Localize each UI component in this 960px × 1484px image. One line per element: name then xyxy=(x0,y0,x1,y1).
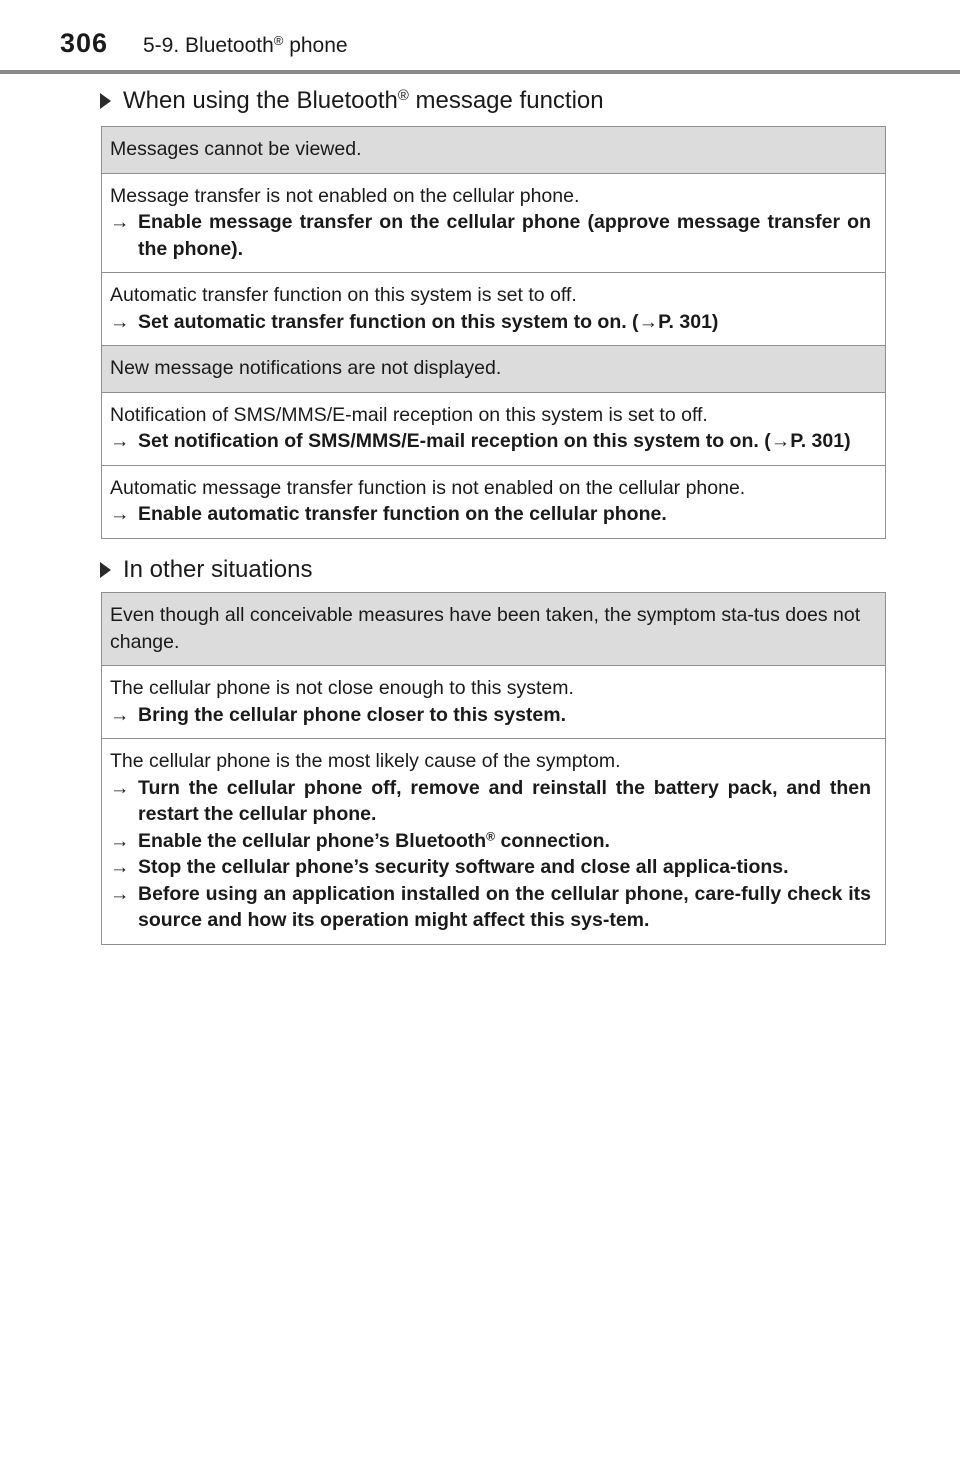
triangle-bullet-icon xyxy=(100,562,111,578)
cause-row: Notification of SMS/MMS/E-mail reception on this system is set to off. → Set notification of SMS/MMS/E-mail reception on this system to on. (→P. 301) xyxy=(102,392,885,465)
message-function-table xyxy=(101,126,886,539)
cause-row: Automatic message transfer function is not enabled on the cellular phone. → Enable automatic transfer function on the cellular phone. xyxy=(102,465,885,538)
arrow-icon: → xyxy=(110,430,130,452)
page-header xyxy=(0,0,960,76)
arrow-icon: → xyxy=(110,310,130,333)
symptom-row: Even though all conceivable measures have been taken, the symptom sta-tus does not change. xyxy=(102,593,885,665)
cause-row: The cellular phone is the most likely cause of the symptom. → Turn the cellular phone off, remove and reinstall the battery pack, and then restart the cellular phone. → Enable the cellular phone’s Bluetooth® connection. → Stop the cellular phone’s security software and close all applica-tions. → Before using an application installed on the cellular phone, care-fully check its source and how its operation might affect this sys-tem. xyxy=(102,738,885,944)
arrow-icon: → xyxy=(110,703,130,726)
symptom-row: New message notifications are not displayed. xyxy=(102,345,885,392)
cause-row: Automatic transfer function on this system is set to off. → Set automatic transfer function on this system to on. (→P. 301) xyxy=(102,272,885,345)
arrow-icon: → xyxy=(110,829,130,852)
page-reference[interactable]: P. 301) xyxy=(790,430,851,452)
arrow-icon: → xyxy=(110,503,130,525)
other-situations-table xyxy=(101,592,886,945)
arrow-icon: → xyxy=(638,310,659,333)
cause-row: Message transfer is not enabled on the cellular phone. → Enable message transfer on the cellular phone (approve message transfer on the phone). xyxy=(102,173,885,273)
heading-other-situations: In other situations xyxy=(100,556,312,584)
heading-message-function: When using the Bluetooth® message function xyxy=(100,87,604,115)
section-title: 5-9. Bluetooth® phone xyxy=(143,32,348,57)
arrow-icon: → xyxy=(770,430,791,452)
page-number: 306 xyxy=(60,28,109,58)
arrow-icon: → xyxy=(110,882,130,905)
arrow-icon: → xyxy=(110,211,130,233)
arrow-icon: → xyxy=(110,776,130,799)
page-reference[interactable]: P. 301) xyxy=(658,310,719,333)
arrow-icon: → xyxy=(110,856,130,878)
symptom-row: Messages cannot be viewed. xyxy=(102,127,885,173)
triangle-bullet-icon xyxy=(100,93,111,109)
cause-row: The cellular phone is not close enough to this system. → Bring the cellular phone closer to this system. xyxy=(102,665,885,738)
header-divider xyxy=(0,70,960,74)
